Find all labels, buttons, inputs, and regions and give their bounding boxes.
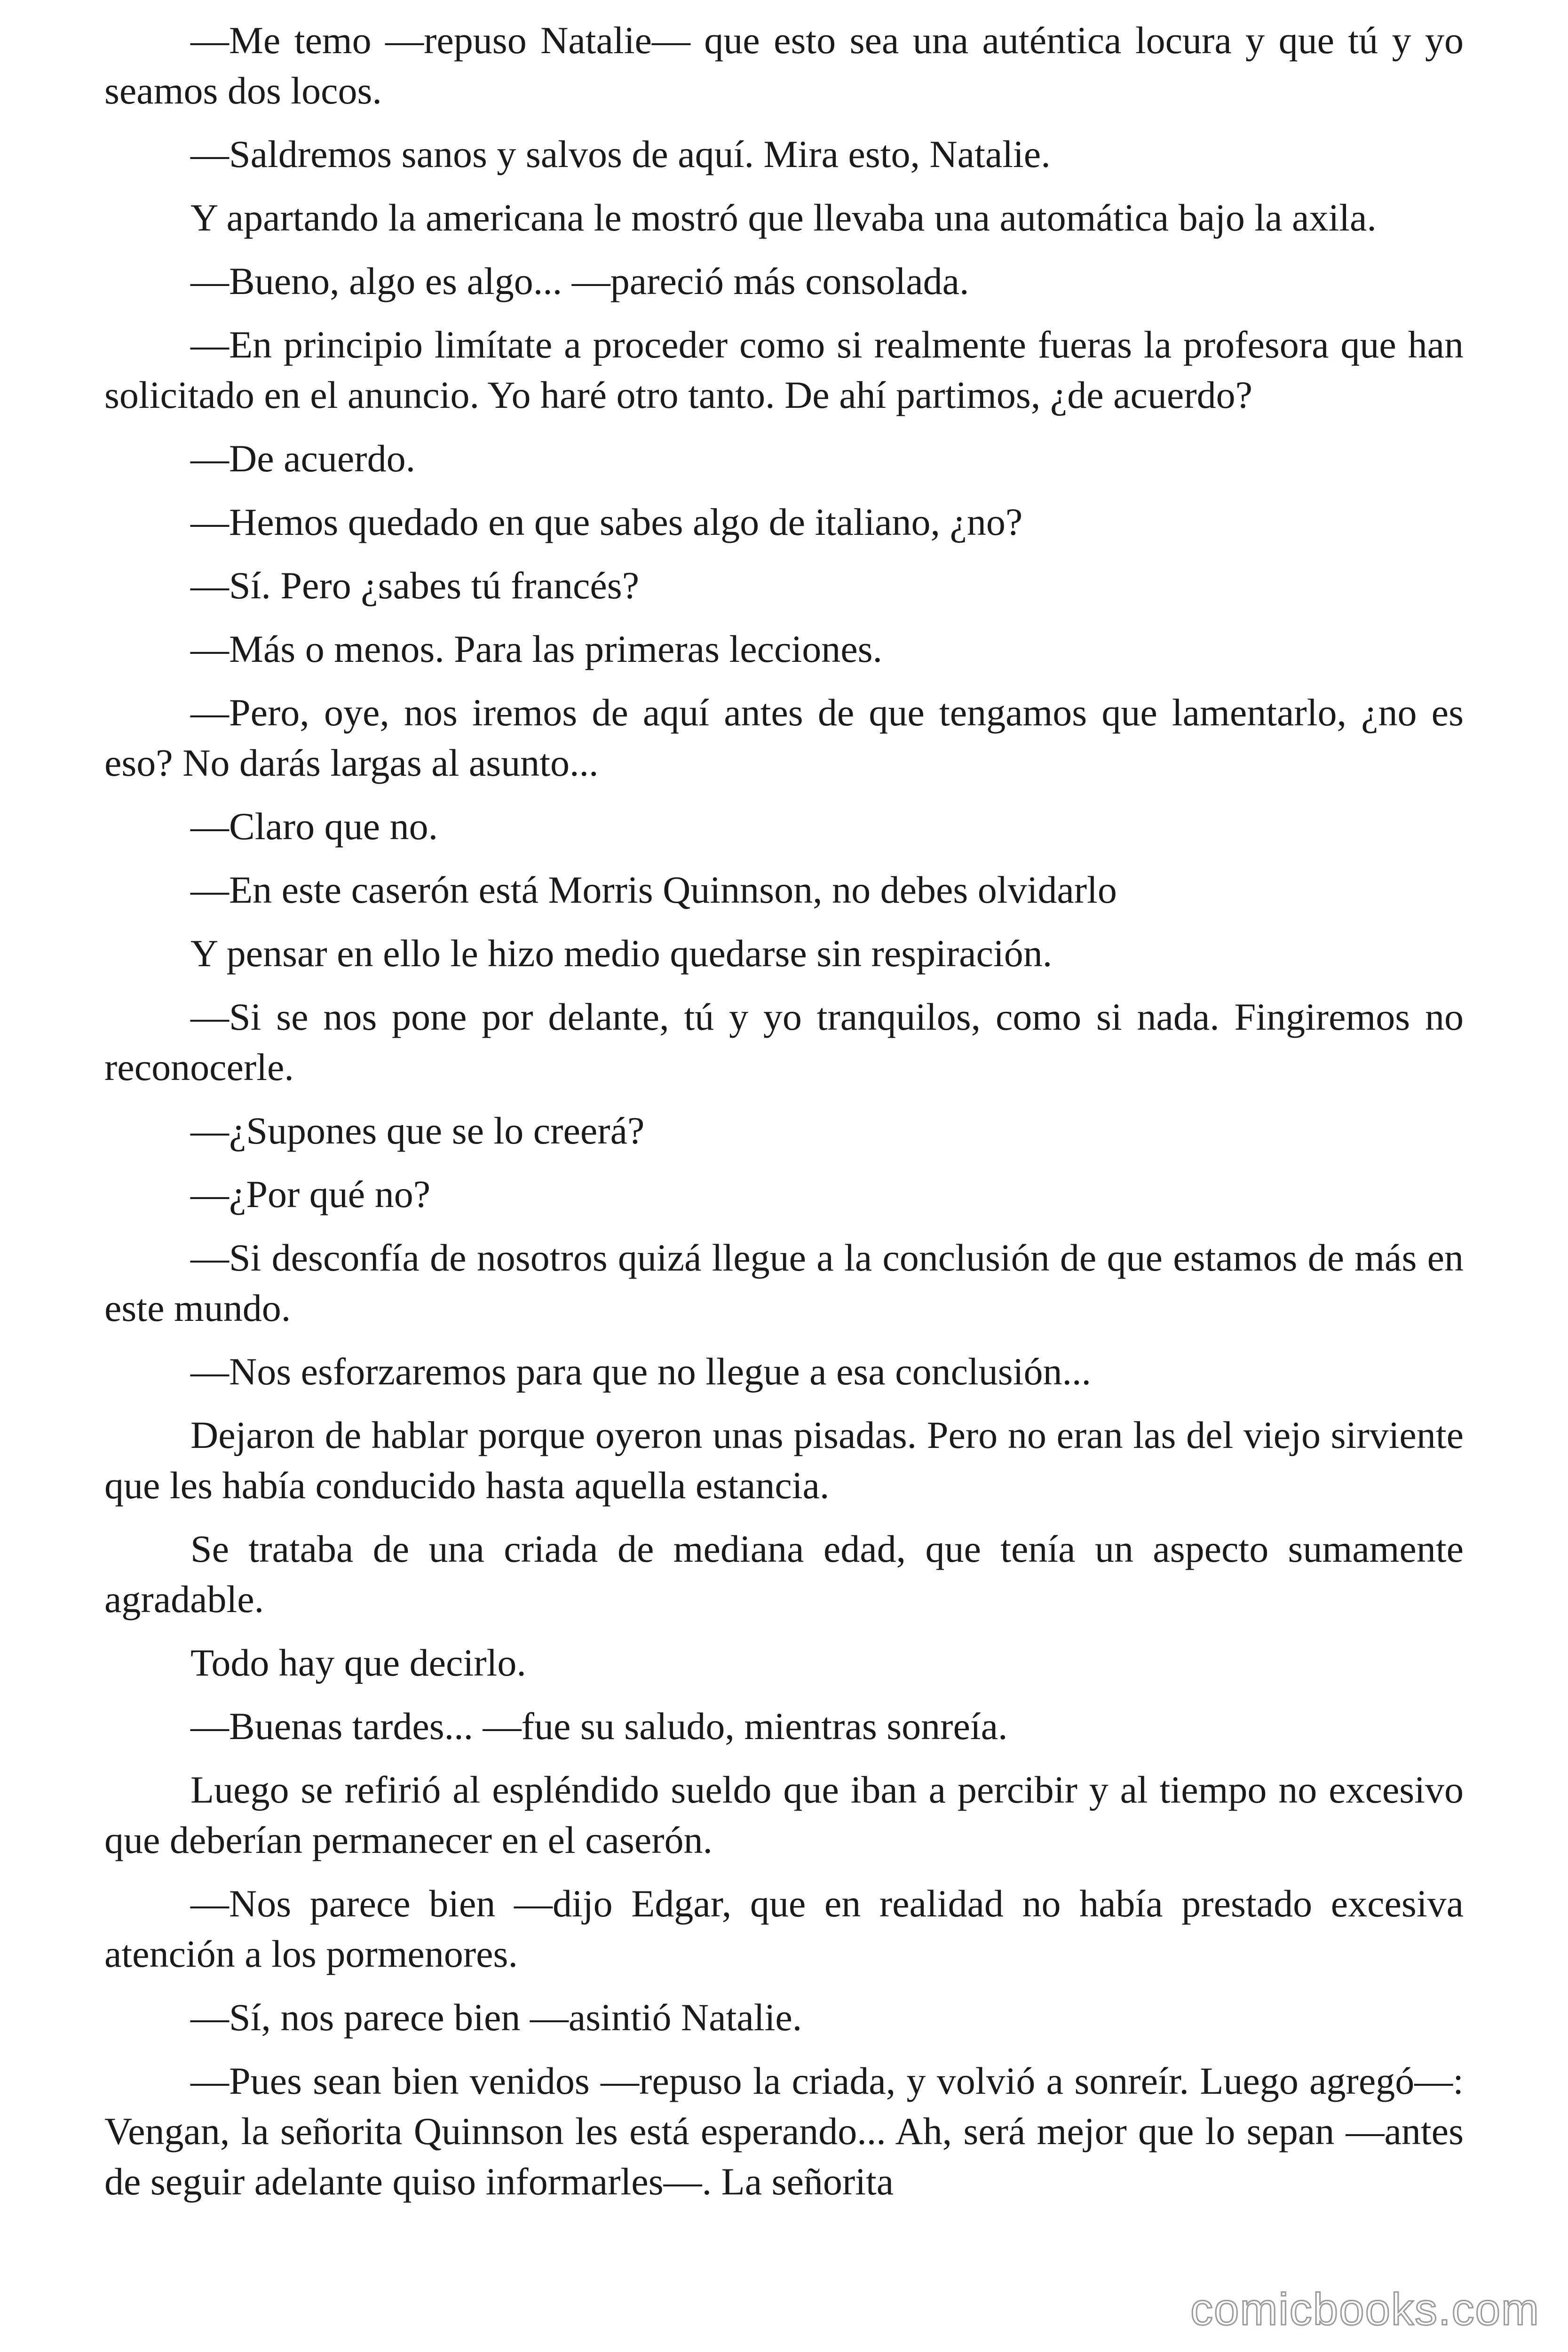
paragraph: —Más o menos. Para las primeras lecciones. (190, 628, 883, 670)
paragraph: —Pues sean bien venidos —repuso la criada, y volvió a sonreír. Luego agregó—: Vengan, la señorita Quinnson les está esperando... Ah, será mejor que lo sepan —antes de seguir adelante quiso informarles—. La señorita (104, 2059, 1464, 2203)
paragraph: —Sí, nos parece bien —asintió Natalie. (190, 1996, 802, 2039)
paragraph: —¿Por qué no? (190, 1173, 431, 1216)
paragraph: —Bueno, algo es algo... —pareció más consolada. (190, 260, 969, 302)
page-body (104, 15, 1464, 2220)
paragraph: —De acuerdo. (190, 437, 416, 480)
paragraph: —¿Supones que se lo creerá? (190, 1109, 645, 1152)
paragraph: —Si desconfía de nosotros quizá llegue a la conclusión de que estamos de más en este mundo. (104, 1236, 1464, 1329)
paragraph: —Si se nos pone por delante, tú y yo tranquilos, como si nada. Fingiremos no reconocerle. (104, 995, 1464, 1089)
paragraph: —Hemos quedado en que sabes algo de italiano, ¿no? (190, 501, 1023, 543)
paragraph: Y apartando la americana le mostró que llevaba una automática bajo la axila. (190, 196, 1377, 239)
paragraph: —En principio limítate a proceder como si realmente fueras la profesora que han solicitado en el anuncio. Yo haré otro tanto. De ahí partimos, ¿de acuerdo? (104, 323, 1464, 416)
watermark: comicbooks.com (1190, 2284, 1540, 2335)
paragraph: Luego se refirió al espléndido sueldo que iban a percibir y al tiempo no excesivo que deberían permanecer en el caserón. (104, 1768, 1464, 1861)
paragraph: Y pensar en ello le hizo medio quedarse sin respiración. (190, 932, 1053, 975)
paragraph: Se trataba de una criada de mediana edad, que tenía un aspecto sumamente agradable. (104, 1527, 1464, 1621)
paragraph: Dejaron de hablar porque oyeron unas pisadas. Pero no eran las del viejo sirviente que les había conducido hasta aquella estancia. (104, 1414, 1464, 1507)
paragraph: —Nos parece bien —dijo Edgar, que en realidad no había prestado excesiva atención a los pormenores. (104, 1882, 1464, 1975)
paragraph: —En este caserón está Morris Quinnson, no debes olvidarlo (190, 868, 1117, 911)
paragraph: Todo hay que decirlo. (190, 1641, 526, 1684)
paragraph: —Claro que no. (190, 805, 438, 848)
paragraph: —Me temo —repuso Natalie— que esto sea una auténtica locura y que tú y yo seamos dos locos. (104, 19, 1464, 112)
paragraph: —Sí. Pero ¿sabes tú francés? (190, 564, 640, 607)
paragraph: —Pero, oye, nos iremos de aquí antes de que tengamos que lamentarlo, ¿no es eso? No darás largas al asunto... (104, 691, 1464, 784)
paragraph: —Nos esforzaremos para que no llegue a esa conclusión... (190, 1350, 1091, 1393)
paragraph: —Saldremos sanos y salvos de aquí. Mira esto, Natalie. (190, 133, 1051, 175)
paragraph: —Buenas tardes... —fue su saludo, mientras sonreía. (190, 1705, 1008, 1748)
